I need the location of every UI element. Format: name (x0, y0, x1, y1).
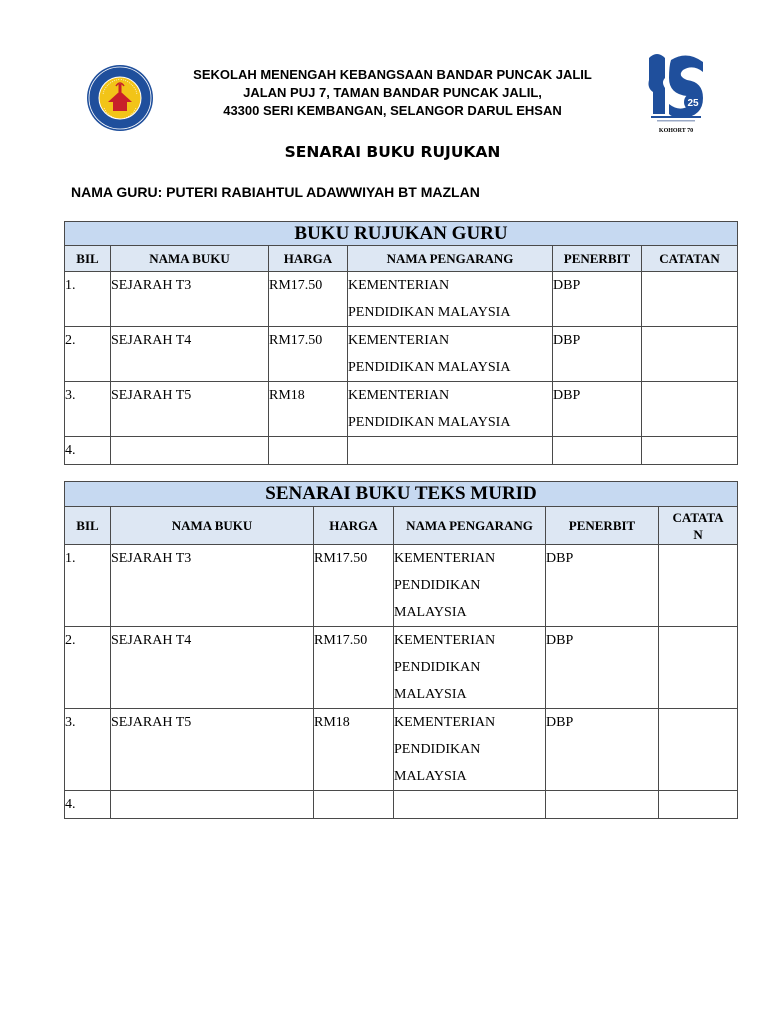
cell-nama-buku: SEJARAH T5 (111, 382, 269, 437)
cell-pengarang (394, 791, 546, 819)
cell-pengarang-line: MALAYSIA (394, 769, 467, 784)
cell-pengarang-line: PENDIDIKAN (394, 742, 481, 757)
cell-penerbit: DBP (546, 545, 659, 627)
cell-bil: 3. (65, 382, 111, 437)
cell-harga: RM18 (314, 709, 394, 791)
document-title: SENARAI BUKU RUJUKAN (284, 143, 501, 161)
cell-penerbit: DBP (553, 327, 642, 382)
cell-pengarang (394, 627, 546, 709)
cell-pengarang-line: KEMENTERIAN (394, 551, 496, 566)
cell-pengarang (348, 272, 553, 327)
cell-pengarang-line: PENDIDIKAN (394, 578, 481, 593)
logo-badge-number: 25 (687, 98, 699, 109)
cell-catatan (642, 272, 738, 327)
school-crest-logo (86, 64, 154, 132)
cell-penerbit: DBP (553, 272, 642, 327)
table-row (65, 791, 738, 819)
cell-penerbit: DBP (546, 627, 659, 709)
student-textbook-table (64, 481, 738, 819)
cell-pengarang-line: MALAYSIA (394, 605, 467, 620)
teacher-name-label: NAMA GURU: PUTERI RABIAHTUL ADAWWIYAH BT MAZLAN (71, 184, 480, 200)
column-header-catatan: CATATAN (642, 246, 738, 272)
cell-nama-buku: SEJARAH T5 (111, 709, 314, 791)
table-row (65, 709, 738, 791)
cell-pengarang-line: PENDIDIKAN (394, 660, 481, 675)
cell-harga (314, 791, 394, 819)
school-name: SEKOLAH MENENGAH KEBANGSAAN BANDAR PUNCAK JALIL (193, 67, 592, 82)
table-row (65, 327, 738, 382)
table-title: SENARAI BUKU TEKS MURID (65, 482, 738, 507)
cell-penerbit (546, 791, 659, 819)
cell-nama-buku: SEJARAH T4 (111, 627, 314, 709)
cell-harga: RM17.50 (269, 327, 348, 382)
cell-catatan (659, 791, 738, 819)
cell-nama-buku (111, 791, 314, 819)
cell-nama-buku: SEJARAH T3 (111, 545, 314, 627)
column-header-harga: HARGA (269, 246, 348, 272)
column-header-nama-pengarang: NAMA PENGARANG (348, 246, 553, 272)
cell-bil: 2. (65, 327, 111, 382)
cell-bil: 3. (65, 709, 111, 791)
cell-pengarang-line: PENDIDIKAN MALAYSIA (348, 415, 511, 430)
cell-harga: RM17.50 (314, 627, 394, 709)
cell-catatan (659, 545, 738, 627)
cell-pengarang-line: MALAYSIA (394, 687, 467, 702)
cell-harga: RM18 (269, 382, 348, 437)
cell-pengarang-line: KEMENTERIAN (394, 633, 496, 648)
cell-harga: RM17.50 (269, 272, 348, 327)
cell-catatan (642, 327, 738, 382)
cell-nama-buku (111, 437, 269, 465)
column-header-bil: BIL (65, 507, 111, 545)
cell-pengarang-line: KEMENTERIAN (394, 715, 496, 730)
cell-pengarang (348, 437, 553, 465)
school-address-line: JALAN PUJ 7, TAMAN BANDAR PUNCAK JALIL, (243, 85, 542, 100)
cell-pengarang (394, 709, 546, 791)
column-header-penerbit: PENERBIT (553, 246, 642, 272)
cell-pengarang-line: KEMENTERIAN (348, 333, 450, 348)
cell-catatan (642, 437, 738, 465)
cell-bil: 2. (65, 627, 111, 709)
cell-pengarang (348, 382, 553, 437)
column-header-bil: BIL (65, 246, 111, 272)
table-title: BUKU RUJUKAN GURU (65, 222, 738, 246)
cell-pengarang-line: KEMENTERIAN (348, 278, 450, 293)
cell-pengarang-line: PENDIDIKAN MALAYSIA (348, 360, 511, 375)
cell-harga (269, 437, 348, 465)
cell-pengarang (348, 327, 553, 382)
cell-nama-buku: SEJARAH T4 (111, 327, 269, 382)
cell-bil: 4. (65, 791, 111, 819)
cell-pengarang-line: PENDIDIKAN MALAYSIA (348, 305, 511, 320)
table-row (65, 382, 738, 437)
table-row (65, 627, 738, 709)
cohort-caption: KOHORT 70 (658, 128, 694, 134)
cell-catatan (659, 627, 738, 709)
table-row (65, 545, 738, 627)
column-header-nama-buku: NAMA BUKU (111, 246, 269, 272)
column-header-nama-pengarang: NAMA PENGARANG (394, 507, 546, 545)
cell-catatan (642, 382, 738, 437)
cell-penerbit: DBP (546, 709, 659, 791)
teacher-reference-table (64, 221, 738, 465)
column-header-harga: HARGA (314, 507, 394, 545)
column-header-penerbit: PENERBIT (546, 507, 659, 545)
column-header-catatan: CATATA N (659, 507, 738, 545)
cell-bil: 1. (65, 272, 111, 327)
table-row (65, 272, 738, 327)
cell-pengarang (394, 545, 546, 627)
cell-bil: 1. (65, 545, 111, 627)
cell-penerbit (553, 437, 642, 465)
cohort-emblem-logo (643, 48, 709, 126)
cell-bil: 4. (65, 437, 111, 465)
cell-penerbit: DBP (553, 382, 642, 437)
cell-harga: RM17.50 (314, 545, 394, 627)
column-header-nama-buku: NAMA BUKU (111, 507, 314, 545)
school-postcode-line: 43300 SERI KEMBANGAN, SELANGOR DARUL EHSAN (223, 103, 562, 118)
cell-pengarang-line: KEMENTERIAN (348, 388, 450, 403)
cell-nama-buku: SEJARAH T3 (111, 272, 269, 327)
cell-catatan (659, 709, 738, 791)
table-row (65, 437, 738, 465)
